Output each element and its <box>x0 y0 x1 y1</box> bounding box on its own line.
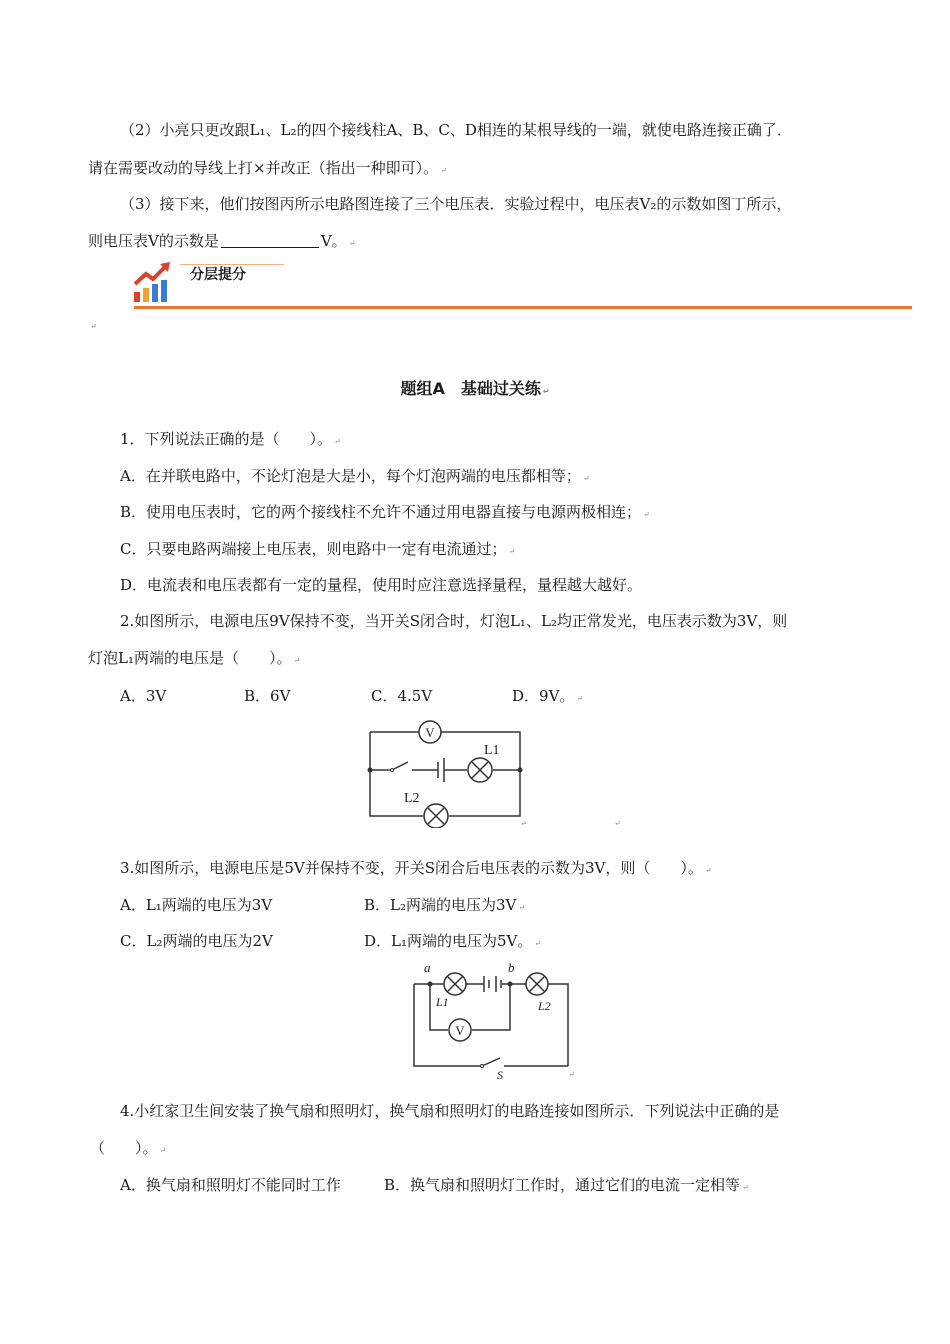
q4-stem-line2: （ ）。 ↵ <box>90 1139 167 1157</box>
q3-line1: （3）接下来，他们按图丙所示电路图连接了三个电压表．实验过程中，电压表V₂的示数如图丁所示， <box>120 195 792 213</box>
q2-option-d: D．9V。 ↵ <box>512 687 584 705</box>
chart-growth-icon <box>132 262 176 304</box>
q1-option-a: A．在并联电路中，不论灯泡是大是小，每个灯泡两端的电压都相等； ↵ <box>120 467 590 485</box>
paragraph-mark: ↵ <box>90 322 97 331</box>
q2-lamp-l1-icon <box>468 758 492 782</box>
q3-lamp-l2-icon <box>526 973 548 995</box>
q3-lamp-l1-icon <box>444 973 466 995</box>
q3-option-a: A．L₁两端的电压为3V <box>120 896 273 914</box>
figure-mark: ↵ <box>520 819 527 828</box>
q3-lamp-l1-label: L1 <box>436 995 449 1009</box>
q1-option-c: C．只要电路两端接上电压表，则电路中一定有电流通过； ↵ <box>120 540 516 558</box>
svg-text:V: V <box>455 1023 465 1038</box>
q3-line2: 则电压表V的示数是 V。 ↵ <box>88 232 356 250</box>
q3-lamp-l2-label: L2 <box>538 999 551 1013</box>
q4-option-b: B．换气扇和照明灯工作时，通过它们的电流一定相等 ↵ <box>384 1176 749 1194</box>
q2-voltmeter <box>419 721 441 743</box>
q3-option-b: B．L₂两端的电压为3V ↵ <box>364 896 526 914</box>
figure-mark: ↵ <box>568 1070 575 1079</box>
q2-option-c: C．4.5V <box>371 687 433 705</box>
q2-lamp-l1-label: L1 <box>484 743 500 758</box>
q2-stem-line1: 2.如图所示，电源电压9V保持不变，当开关S闭合时，灯泡L₁、L₂均正常发光，电压表示数为3V，则 <box>120 612 788 630</box>
q3-switch-label: S <box>497 1068 503 1080</box>
figure-mark: ↵ <box>614 819 621 828</box>
q3-node-a-label: a <box>424 960 431 975</box>
q1-stem: 1．下列说法正确的是（ ）。 ↵ <box>120 430 341 448</box>
svg-text:V: V <box>425 725 435 740</box>
q4-option-a: A．换气扇和照明灯不能同时工作 <box>120 1176 341 1194</box>
q2-line2: 请在需要改动的导线上打×并改正（指出一种即可）。 ↵ <box>88 159 447 177</box>
q2-lamp-l2-label: L2 <box>404 791 420 806</box>
q2-line1: （2）小亮只更改跟L₁、L₂的四个接线柱A、B、C、D相连的某根导线的一端，就使电路连接正确了． <box>120 121 792 139</box>
q1-option-d: D．电流表和电压表都有一定的量程，使用时应注意选择量程，量程越大越好。 <box>120 576 643 594</box>
answer-blank[interactable] <box>221 233 319 248</box>
q3-node-b-label: b <box>508 960 515 975</box>
q3-option-d: D．L₁两端的电压为5V。 ↵ <box>364 932 542 950</box>
q3-circuit-figure <box>404 958 580 1080</box>
q2-option-b: B．6V <box>244 687 291 705</box>
q2-lamp-l2-icon <box>424 804 448 828</box>
q3-option-c: C．L₂两端的电压为2V <box>120 932 273 950</box>
q3-stem: 3.如图所示，电源电压是5V并保持不变，开关S闭合后电压表的示数为3V，则（ ）。 ↵ <box>120 859 712 877</box>
section-title: 题组A 基础过关练 ↵ <box>400 379 550 398</box>
q1-option-b: B．使用电压表时，它的两个接线柱不允许不通过用电器直接与电源两极相连； ↵ <box>120 503 650 521</box>
q4-stem-line1: 4.小红家卫生间安装了换气扇和照明灯，换气扇和照明灯的电路连接如图所示．下列说法中正确的是 <box>120 1102 780 1120</box>
q2-circuit-figure <box>360 712 540 828</box>
q2-stem-line2: 灯泡L₁两端的电压是（ ）。 ↵ <box>88 649 301 667</box>
q2-option-a: A．3V <box>120 687 167 705</box>
banner-rule <box>134 306 912 309</box>
q3-voltmeter <box>449 1019 471 1041</box>
banner-title: 分层提分 <box>190 267 246 283</box>
